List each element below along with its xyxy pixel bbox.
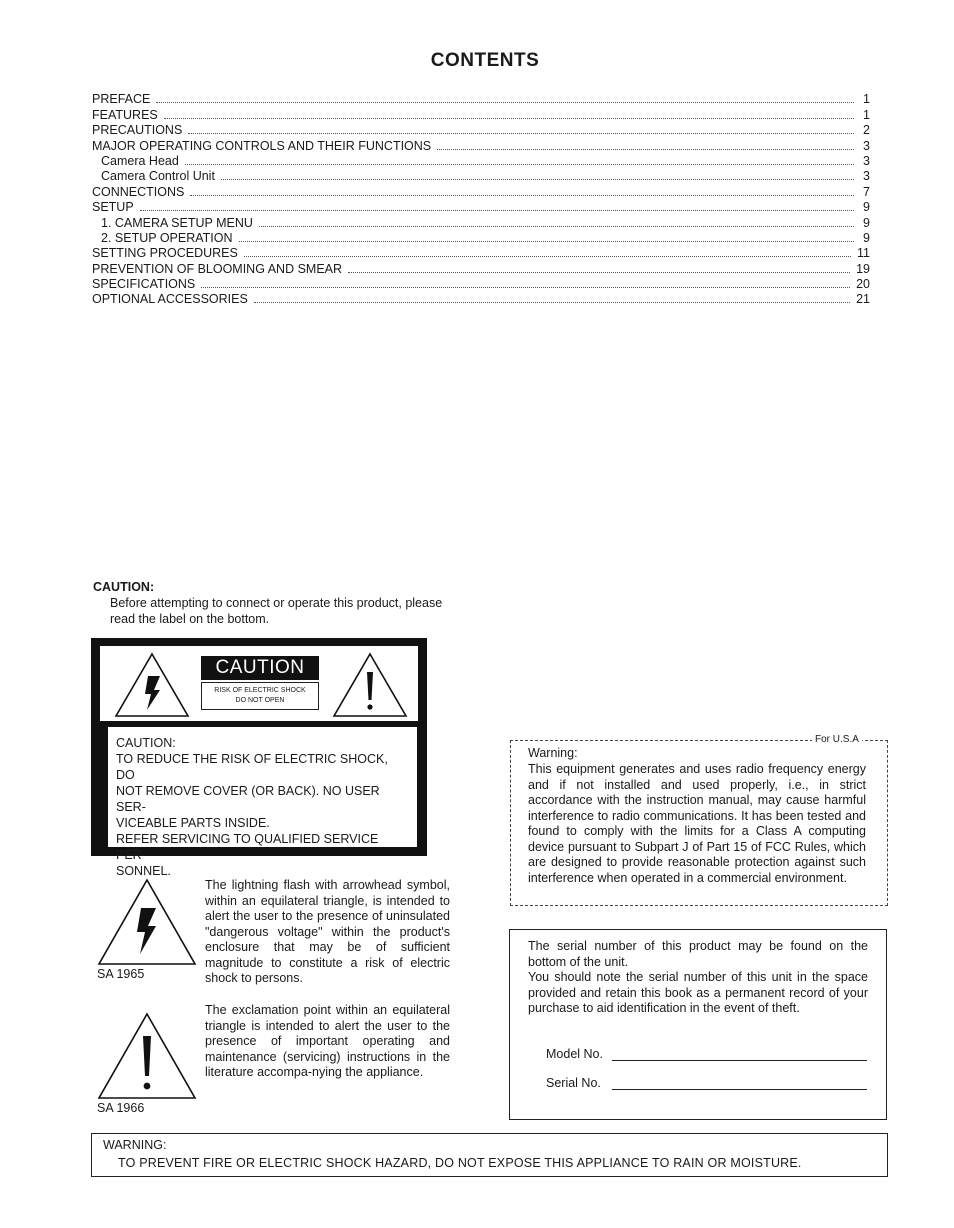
toc-entry	[92, 169, 870, 184]
exclamation-triangle-icon	[332, 652, 408, 718]
exclamation-symbol-icon	[96, 1012, 198, 1100]
toc-entry-title: PREFACE	[92, 92, 151, 107]
toc-entry	[92, 261, 870, 276]
toc-entry-title: SPECIFICATIONS	[92, 277, 196, 292]
exclamation-symbol-code: SA 1966	[97, 1101, 145, 1115]
serial-number-label: Serial No.	[546, 1076, 601, 1090]
toc-entry	[92, 246, 870, 261]
toc-entry-page: 3	[863, 169, 870, 184]
toc-entry-page: 3	[863, 153, 870, 168]
toc-entry-page: 2	[863, 123, 870, 138]
label-line-2: NOT REMOVE COVER (OR BACK). NO USER SER-	[116, 784, 380, 814]
toc-entry-page: 21	[856, 292, 870, 307]
model-number-field	[612, 1060, 867, 1061]
toc-entry-page: 9	[863, 215, 870, 230]
caution-label-body	[108, 727, 417, 878]
label-line-1: TO REDUCE THE RISK OF ELECTRIC SHOCK, DO	[116, 752, 388, 782]
toc-entry-title: 1. CAMERA SETUP MENU	[101, 215, 253, 230]
label-heading: CAUTION:	[116, 736, 176, 750]
toc-leader-dots	[239, 240, 854, 242]
toc-entry	[92, 123, 870, 138]
toc-entry	[92, 231, 870, 246]
model-number-label: Model No.	[546, 1047, 603, 1061]
toc-entry-page: 1	[863, 92, 870, 107]
toc-entry-title: SETTING PROCEDURES	[92, 246, 238, 261]
toc-leader-dots	[259, 225, 854, 227]
fcc-warning-text: This equipment generates and uses radio frequency energy and if not installed and used properly, i.e., in strict accordance with the instruction manual, may cause harmful interference to radio communications. It has been tested and found to comply with the limits for a Class A computing device pursuant to Subpart J of Part 15 of FCC Rules, which are designed to provide reasonable protection against such interference when operated in a commercial environment.	[528, 762, 866, 885]
serial-number-note-text: You should note the serial number of this unit in the space provided and retain this book as a permanent record of your purchase to aid identification in the event of theft.	[528, 970, 868, 1015]
toc-leader-dots	[244, 255, 851, 257]
serial-number-location-text: The serial number of this product may be found on the bottom of the unit.	[528, 939, 868, 969]
toc-entry-page: 11	[857, 246, 870, 261]
toc-entry	[92, 154, 870, 169]
toc-entry-title: SETUP	[92, 200, 134, 215]
toc-leader-dots	[190, 194, 854, 196]
toc-entry	[92, 215, 870, 230]
warning-box	[91, 1133, 888, 1177]
toc-entry-page: 3	[863, 138, 870, 153]
toc-leader-dots	[437, 148, 854, 150]
toc-leader-dots	[348, 271, 850, 273]
toc-entry	[92, 200, 870, 215]
lightning-triangle-icon	[114, 652, 190, 718]
toc-entry-title: PREVENTION OF BLOOMING AND SMEAR	[92, 261, 343, 276]
toc-entry-title: 2. SETUP OPERATION	[101, 230, 233, 245]
caution-badge: CAUTION	[201, 656, 319, 680]
label-line-3: VICEABLE PARTS INSIDE.	[116, 816, 270, 830]
toc-entry-page: 9	[863, 230, 870, 245]
toc-entry-title: CONNECTIONS	[92, 184, 185, 199]
label-line-4: REFER SERVICING TO QUALIFIED SERVICE PER-	[116, 832, 379, 862]
badge-sub-line-2: DO NOT OPEN	[235, 697, 285, 704]
toc-entry	[92, 92, 870, 107]
warning-text: TO PREVENT FIRE OR ELECTRIC SHOCK HAZARD, DO NOT EXPOSE THIS APPLIANCE TO RAIN OR MOISTURE.	[118, 1156, 802, 1170]
toc-leader-dots	[156, 101, 854, 103]
fcc-warning-heading: Warning:	[528, 746, 578, 760]
toc-entry-title: Camera Control Unit	[101, 169, 215, 184]
lightning-symbol-icon	[96, 878, 198, 966]
toc-entry-title: OPTIONAL ACCESSORIES	[92, 292, 248, 307]
fcc-region-tag: For U.S.A	[812, 734, 862, 745]
lightning-symbol-description: The lightning flash with arrowhead symbol, within an equilateral triangle, is intended to alert the user to the presence of uninsulated "dangerous voltage" within the product's enclosure that may be of sufficient magnitude to constitute a risk of electric shock to persons.	[205, 878, 450, 985]
lightning-symbol-code: SA 1965	[97, 967, 145, 981]
toc-leader-dots	[254, 301, 850, 303]
toc-leader-dots	[188, 132, 854, 134]
caution-intro-text: Before attempting to connect or operate this product, please read the label on the bottom.	[110, 596, 443, 626]
badge-sub-line-1: RISK OF ELECTRIC SHOCK	[214, 687, 306, 694]
toc-entry	[92, 277, 870, 292]
toc-entry	[92, 138, 870, 153]
toc-entry-title: MAJOR OPERATING CONTROLS AND THEIR FUNCTIONS	[92, 138, 432, 153]
toc-leader-dots	[201, 286, 850, 288]
toc-entry-page: 1	[863, 107, 870, 122]
caution-intro-heading: CAUTION:	[93, 580, 155, 594]
toc-leader-dots	[221, 178, 854, 180]
toc-entry-page: 9	[863, 200, 870, 215]
warning-heading: WARNING:	[103, 1138, 167, 1152]
toc-entry-page: 19	[856, 261, 870, 276]
toc-entry	[92, 184, 870, 199]
exclamation-symbol-description: The exclamation point within an equilateral triangle is intended to alert the user to the presence of important operating and maintenance (servicing) instructions in the literature accompa-nying the appliance.	[205, 1003, 450, 1079]
toc-leader-dots	[140, 209, 854, 211]
toc-entry-page: 7	[863, 184, 870, 199]
toc-entry	[92, 292, 870, 307]
serial-number-field	[612, 1089, 867, 1090]
caution-badge-subtext	[201, 682, 319, 710]
toc-entry-title: Camera Head	[101, 153, 179, 168]
toc-entry	[92, 107, 870, 122]
toc-entry-page: 20	[856, 277, 870, 292]
toc-leader-dots	[164, 117, 854, 119]
page-title: CONTENTS	[430, 50, 540, 71]
toc-leader-dots	[185, 163, 854, 165]
toc-entry-title: PRECAUTIONS	[92, 123, 183, 138]
table-of-contents	[92, 92, 870, 307]
label-line-5: SONNEL.	[116, 864, 171, 878]
toc-entry-title: FEATURES	[92, 107, 158, 122]
